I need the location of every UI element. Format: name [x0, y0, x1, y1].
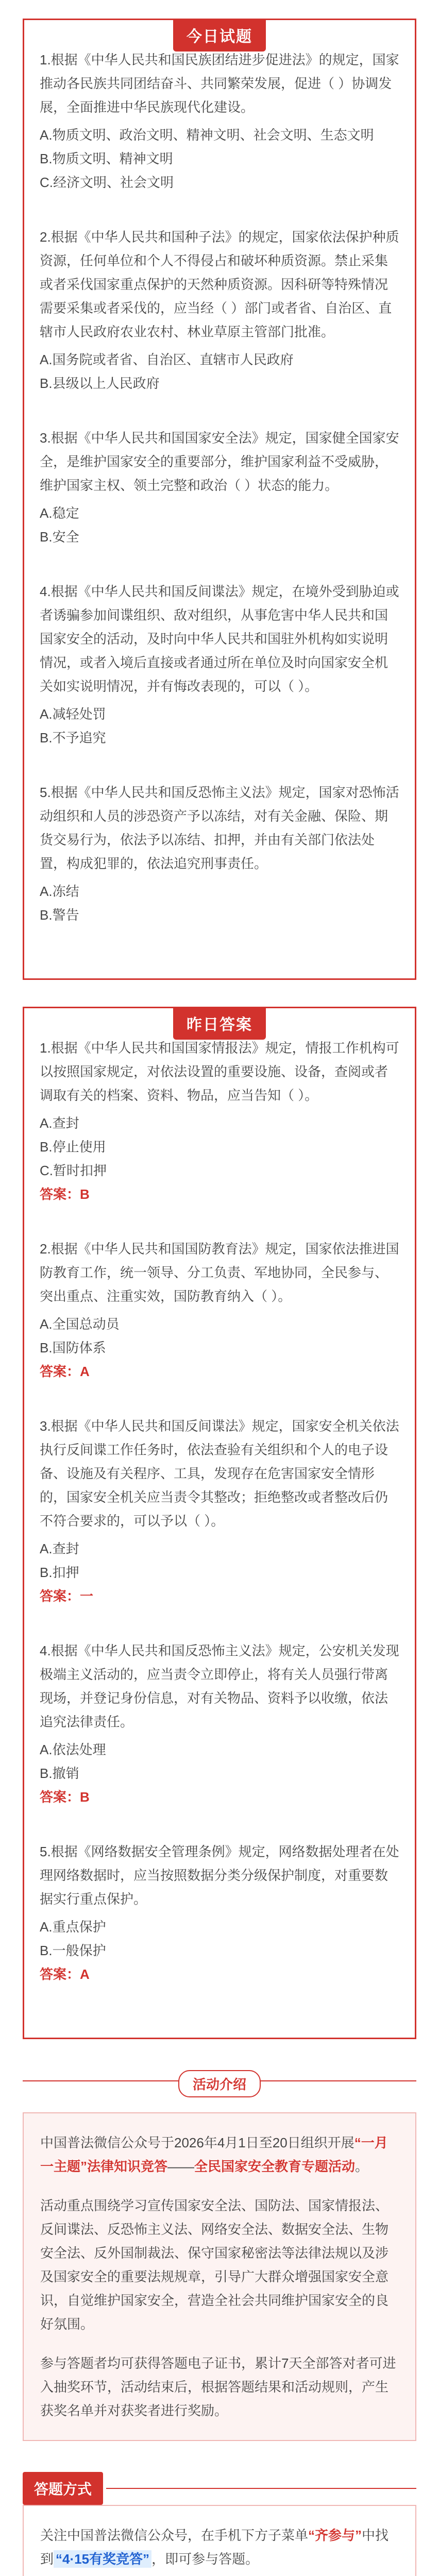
activity-body-1: 活动重点围绕学习宣传国家安全法、国防法、国家情报法、反间谍法、反恐怖主义法、网络安全法、数据安全法、生物安全法、反外国制裁法、保守国家秘密法等法律法规以及涉及国家安全的重要法规规章，引导广大群众增强国家安全意识，自觉维护国家安全，营造全社会共同维护国家安全的良好氛围。 — [40, 2198, 389, 2332]
quiz-question-stem: 3.根据《中华人民共和国国家安全法》规定，国家健全国家安全，是维护国家安全的重要部分，维护国家利益不受威胁，维护国家主权、领土完整和政治（ ）状态的能力。 — [40, 430, 399, 493]
quiz-option[interactable]: A.物质文明、政治文明、精神文明、社会文明、生态文明 — [40, 127, 374, 143]
quiz-option[interactable]: B.不予追究 — [40, 730, 106, 745]
method-label: 答题方式 — [23, 2472, 103, 2505]
quiz-question-stem: 2.根据《中华人民共和国种子法》的规定，国家依法保护种质资源，任何单位和个人不得侵占和破坏种质资源。禁止采集或者采伐国家重点保护的天然种质资源。因科研等特殊情况需要采集或者采伐的，应当经（ ）部门或者省、自治区、直辖市人民政府农业农村、林业草原主管部门批准。 — [40, 229, 399, 340]
answer-option[interactable]: A.全国总动员 — [40, 1316, 120, 1332]
answer-option[interactable]: A.重点保护 — [40, 1919, 106, 1935]
quiz-option[interactable]: B.物质文明、精神文明 — [40, 151, 173, 166]
quiz-question — [40, 48, 399, 194]
answer-question-stem: 1.根据《中华人民共和国国家情报法》规定，情报工作机构可以按照国家规定，对依法设置的重要设施、设备，查阅或者调取有关的档案、资料、物品，应当告知（ ）。 — [40, 1040, 399, 1103]
answer-question-stem: 3.根据《中华人民共和国反间谍法》规定，国家安全机关依法执行反间谍工作任务时，依法查验有关组织和个人的电子设备、设施及有关程序、工具，发现存在危害国家安全情形的，国家安全机关应当责令其整改；拒绝整改或者整改后仍不符合要求的，可以予以（ ）。 — [40, 1418, 399, 1529]
activity-intro: 中国普法微信公众号于2026年4月1日至20日组织开展“一月一主题”法律知识竞答——全民国家安全教育专题活动。 — [40, 2135, 388, 2174]
method-header — [23, 2472, 416, 2505]
quiz-question — [40, 426, 399, 549]
activity-badge: 活动介绍 — [178, 2070, 261, 2097]
answer-question-stem: 2.根据《中华人民共和国国防教育法》规定，国家依法推进国防教育工作，统一领导、分工负责、军地协同，全民参与、突出重点、注重实效，国防教育纳入（ ）。 — [40, 1241, 399, 1304]
quiz-question — [40, 225, 399, 395]
activity-intro-card — [23, 2112, 416, 2441]
quiz-option[interactable]: C.经济文明、社会文明 — [40, 175, 174, 190]
answer-option[interactable]: B.一般保护 — [40, 1943, 106, 1958]
quiz-question — [40, 580, 399, 750]
quiz-option[interactable]: B.安全 — [40, 529, 79, 545]
quiz-tab: 今日试题 — [173, 19, 266, 52]
answer-option[interactable]: B.撤销 — [40, 1766, 79, 1781]
answer-question — [40, 1237, 399, 1383]
answer-option[interactable]: A.查封 — [40, 1115, 79, 1131]
answers-list — [40, 1036, 399, 1986]
answer-option[interactable]: C.暂时扣押 — [40, 1163, 107, 1178]
answers-frame — [23, 1007, 416, 2039]
answer-question — [40, 1840, 399, 1986]
activity-body-2: 参与答题者均可获得答题电子证书，累计7天全部答对者可进入抽奖环节，活动结束后，根据答题结果和活动规则，产生获奖名单并对获奖者进行奖励。 — [40, 2355, 396, 2418]
answer-option[interactable]: A.查封 — [40, 1541, 79, 1556]
answer-answer: 答案：A — [40, 1967, 90, 1982]
answer-question — [40, 1036, 399, 1206]
quiz-question-stem: 5.根据《中华人民共和国反恐怖主义法》规定，国家对恐怖活动组织和人员的涉恐资产予以冻结，对有关金融、保险、期货交易行为，依法予以冻结、扣押，并由有关部门依法处置，构成犯罪的，依法追究刑事责任。 — [40, 785, 399, 871]
answer-option[interactable]: B.国防体系 — [40, 1340, 106, 1355]
answer-answer: 答案：一 — [40, 1588, 94, 1604]
answer-question — [40, 1639, 399, 1809]
answer-question — [40, 1414, 399, 1608]
quiz-option[interactable]: A.减轻处罚 — [40, 706, 106, 722]
quiz-frame — [23, 19, 416, 980]
quiz-option[interactable]: A.冻结 — [40, 884, 79, 899]
quiz-option[interactable]: A.国务院或者省、自治区、直辖市人民政府 — [40, 352, 294, 367]
answer-answer: 答案：B — [40, 1789, 90, 1805]
answer-answer: 答案：A — [40, 1364, 90, 1379]
quiz-question-stem: 1.根据《中华人民共和国民族团结进步促进法》的规定，国家推动各民族共同团结奋斗、共同繁荣发展，促进（ ）协调发展，全面推进中华民族现代化建设。 — [40, 52, 399, 115]
answers-tab: 昨日答案 — [173, 1007, 266, 1040]
quiz-question-stem: 4.根据《中华人民共和国反间谍法》规定，在境外受到胁迫或者诱骗参加间谍组织、敌对组织，从事危害中华人民共和国国家安全的活动，及时向中华人民共和国驻外机构如实说明情况，或者入境后直接或者通过所在单位及时向国家安全机关如实说明情况，并有悔改表现的，可以（ ）。 — [40, 584, 399, 694]
quiz-list — [40, 48, 399, 927]
method-text: 关注中国普法微信公众号，在手机下方子菜单“齐参与”中找到 “4·15有奖竞答” ，即可参与答题。 — [40, 2528, 389, 2567]
quiz-option[interactable]: A.稳定 — [40, 505, 79, 521]
answer-option[interactable]: A.依法处理 — [40, 1742, 106, 1757]
answer-option[interactable]: B.停止使用 — [40, 1139, 106, 1155]
quiz-option[interactable]: B.县级以上人民政府 — [40, 376, 160, 391]
activity-header — [23, 2077, 416, 2112]
answer-question-stem: 4.根据《中华人民共和国反恐怖主义法》规定，公安机关发现极端主义活动的，应当责令立即停止，将有关人员强行带离现场，并登记身份信息，对有关物品、资料予以收缴，依法追究法律责任。 — [40, 1643, 399, 1730]
quiz-question — [40, 781, 399, 927]
answer-option[interactable]: B.扣押 — [40, 1565, 79, 1580]
answer-question-stem: 5.根据《网络数据安全管理条例》规定，网络数据处理者在处理网络数据时，应当按照数据分类分级保护制度，对重要数据实行重点保护。 — [40, 1844, 399, 1907]
method-card — [23, 2505, 416, 2576]
answer-answer: 答案：B — [40, 1187, 90, 1202]
quiz-option[interactable]: B.警告 — [40, 907, 79, 923]
